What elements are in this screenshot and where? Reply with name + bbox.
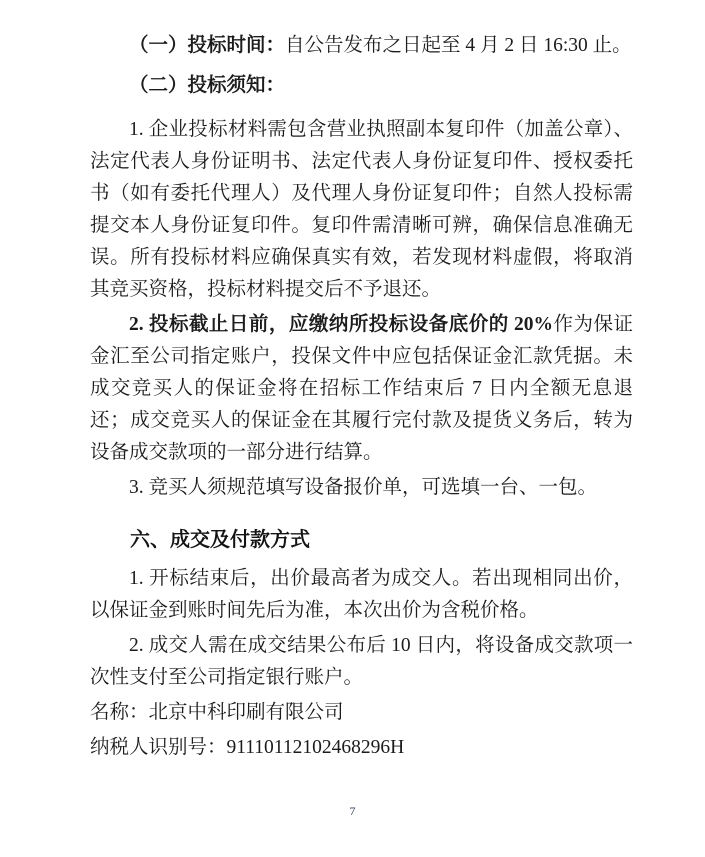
bid-time-value: 自公告发布之日起至 4 月 2 日 16:30 止。 — [285, 35, 632, 56]
notice-item-1: 1. 企业投标材料需包含营业执照副本复印件（加盖公章）、法定代表人身份证明书、法定代表人身份证复印件、授权委托书（如有委托代理人）及代理人身份证复印件；自然人投标需提交本人身份证复印件。复印件需清晰可辨，确保信息准确无误。所有投标材料应确保真实有效，若发现材料虚假，将取消其竞买资格，投标材料提交后不予退还。 — [90, 119, 633, 300]
bid-time-line — [90, 30, 633, 62]
notice-item-2 — [90, 309, 633, 469]
section-heading-payment: 六、成交及付款方式 — [130, 529, 310, 551]
bid-time-label: （一）投标时间： — [129, 35, 286, 56]
payment-item-1: 1. 开标结束后，出价最高者为成交人。若出现相同出价，以保证金到账时间先后为准，本次出价为含税价格。 — [90, 568, 633, 621]
company-name-line: 名称：北京中科印刷有限公司 — [90, 702, 344, 723]
notice-item-2-bold: 2. 投标截止日前，应缴纳所投标设备底价的 20% — [129, 314, 554, 335]
payment-item-2: 2. 成交人需在成交结果公布后 10 日内，将设备成交款项一次性支付至公司指定银行账户。 — [90, 635, 633, 688]
page-number: 7 — [349, 804, 356, 818]
notice-item-2-rest: 作为保证金汇至公司指定账户，投保文件中应包括保证金汇款凭据。未成交竞买人的保证金将在招标工作结束后 7 日内全额无息退还；成交竞买人的保证金在其履行完付款及提货义务后，转为设备成交款项的一部分进行结算。 — [90, 314, 633, 463]
notice-item-3: 3. 竞买人须规范填写设备报价单，可选填一台、一包。 — [129, 477, 598, 498]
page-footer — [0, 794, 705, 827]
bid-notice-heading: （二）投标须知： — [129, 75, 286, 96]
taxpayer-id-line: 纳税人识别号：91110112102468296H — [90, 737, 405, 758]
